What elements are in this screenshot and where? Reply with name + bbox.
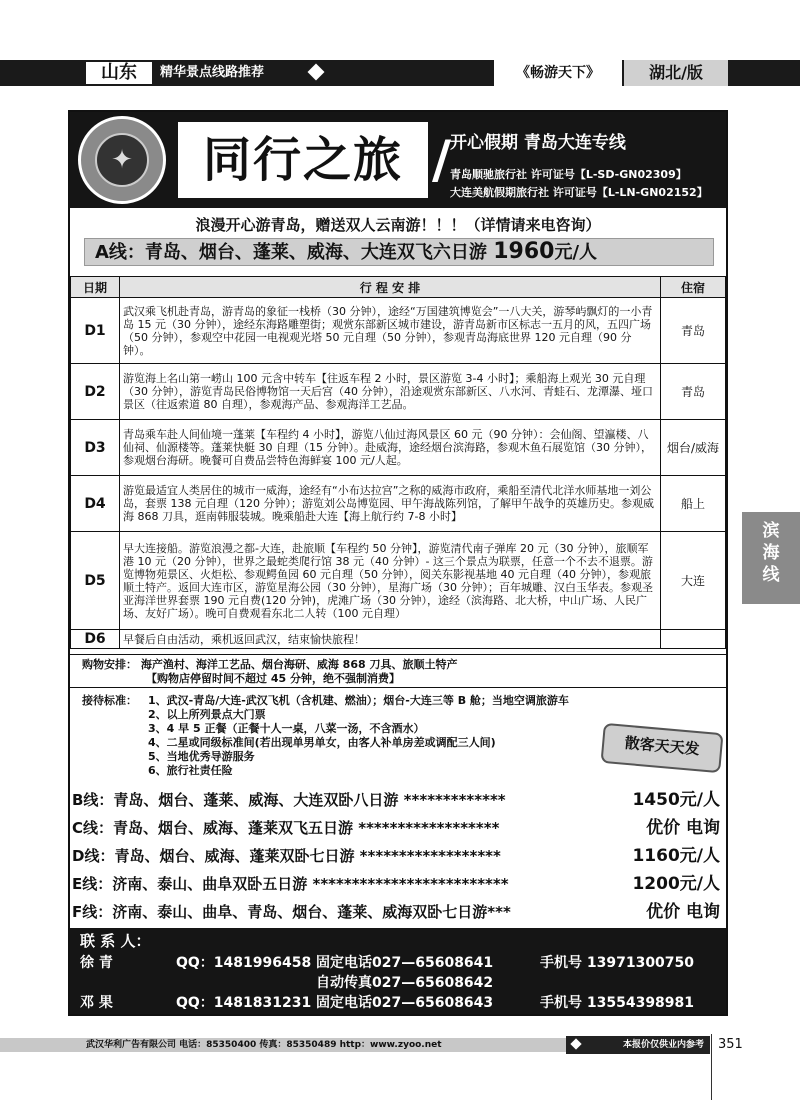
footer-divider <box>711 1034 712 1100</box>
route-price: 1200元/人 <box>632 874 720 894</box>
route-name: D线：青岛、烟台、威海、蓬莱双卧七日游 ****************** <box>72 847 501 865</box>
schedule-cell: 武汉乘飞机赴青岛，游青岛的象征一栈桥（30 分钟），途经“万国建筑博览会”一八大关，游琴屿飘灯的一小青岛 15 元（30 分钟），途经东海路雕塑街；观赏东部新区城市建设，游青岛新市区标志一五月的风，五四广场（50 分钟），参观空中花园一电视观光塔 50 元自理（50 分钟），参观青岛海底世界 120 元自理（90 分钟）。 <box>120 298 661 364</box>
route-line-c <box>72 814 726 842</box>
fax-number: 自动传真027—65608642 <box>316 975 494 991</box>
footer-note: 本报价仅供业内参考 <box>566 1036 710 1054</box>
page-number: 351 <box>718 1037 743 1052</box>
header-column: 《畅游天下》 <box>494 60 622 86</box>
day-cell: D2 <box>71 364 120 420</box>
standard-item: 3、4 早 5 正餐（正餐十人一桌，八菜一汤，不含酒水） <box>148 722 425 735</box>
header-title: 精华景点线路推荐 <box>160 65 265 80</box>
table-row <box>71 630 726 649</box>
route-price: 优价 电询 <box>646 818 720 838</box>
route-price: 1450元/人 <box>632 790 720 810</box>
route-line-e <box>72 870 726 898</box>
contact-1-qq: QQ：1481996458 <box>176 955 312 971</box>
route-line-b <box>72 786 726 814</box>
shopping-label: 购物安排： <box>82 658 137 671</box>
shopping-items: 海产渔村、海洋工艺品、烟台海研、威海 868 刀具、旅顺土特产 <box>140 658 458 671</box>
day-cell: D3 <box>71 420 120 476</box>
contact-title: 联 系 人： <box>80 932 151 950</box>
shopping-note: 【购物店停留时间不超过 45 分钟，绝不强制消费】 <box>146 672 400 685</box>
stay-cell: 烟台/威海 <box>661 420 726 476</box>
company-seal-icon <box>78 116 166 204</box>
page-header <box>0 56 800 88</box>
standard-item: 6、旅行社责任险 <box>148 764 233 777</box>
itinerary-table <box>70 276 726 649</box>
contact-1-phone: 固定电话027—65608641 <box>316 955 494 971</box>
route-name: E线：济南、泰山、曲阜双卧五日游 ************************* <box>72 875 509 893</box>
contact-1-name: 徐 青 <box>80 955 113 971</box>
standard-item: 5、当地优秀导游服务 <box>148 750 255 763</box>
route-name: B线：青岛、烟台、蓬莱、威海、大连双卧八日游 ************* <box>72 791 506 809</box>
standard-item: 4、二星或同级标准间(若出现单男单女，由客人补单房差或调配三人间) <box>148 736 496 749</box>
table-header-row <box>71 277 726 298</box>
table-row <box>71 532 726 630</box>
stay-cell: 青岛 <box>661 298 726 364</box>
route-line-d <box>72 842 726 870</box>
route-price: 1160元/人 <box>632 846 720 866</box>
banner-slogan: 开心假期 青岛大连专线 <box>450 133 626 153</box>
slash-divider: / <box>432 130 451 190</box>
a-line-banner <box>84 238 714 266</box>
day-cell: D5 <box>71 532 120 630</box>
schedule-cell: 游览最适宜人类居住的城市一威海，途经有“小布达拉宫”之称的威海市政府，乘船至清代北洋水师基地一刘公岛，套票 138 元自理（120 分钟）；游览刘公岛博览园、甲午海战陈列馆，了解甲午战争的英雄历史。参观威海 868 刀具，逛南韩服装城。晚乘船赴大连【海上航行约 7-8 小时】 <box>120 476 661 532</box>
promo-text: 浪漫开心游青岛，赠送双人云南游！！！（详情请来电咨询） <box>195 216 601 234</box>
contact-2-mobile: 手机号 13554398981 <box>540 995 695 1011</box>
day-cell: D1 <box>71 298 120 364</box>
table-row <box>71 420 726 476</box>
header-region: 山东 <box>86 62 152 84</box>
stay-cell: 船上 <box>661 476 726 532</box>
header-date: 日期 <box>71 277 120 298</box>
header-schedule: 行 程 安 排 <box>120 277 661 298</box>
table-row <box>71 298 726 364</box>
schedule-cell: 早餐后自由活动，乘机返回武汉，结束愉快旅程！ <box>120 630 661 649</box>
route-name: C线：青岛、烟台、威海、蓬莱双飞五日游 ****************** <box>72 819 500 837</box>
standard-item: 2、以上所列景点大门票 <box>148 708 266 721</box>
contact-2-phone: 固定电话027—65608643 <box>316 995 494 1011</box>
a-line-price: 1960 <box>493 239 555 264</box>
schedule-cell: 游览海上名山第一崂山 100 元含中转车【往返车程 2 小时，景区游览 3-4 小时】；乘船海上观光 30 元自理（30 分钟），游览青岛民俗博物馆一天后宫（40 分钟），沿途观赏东部新区、八水河、青蛙石、龙潭瀑、垭口景区（往返索道 80 自理），参观海产品、参观海洋工艺品。 <box>120 364 661 420</box>
schedule-cell: 早大连接船。游览浪漫之都-大连，赴旅顺【车程约 50 分钟】，游览清代南子弹库 20 元（30 分钟），旅顺军港 10 元（20 分钟），世界之最蛇类爬行馆 38 元（40 分钟）- 这三个景点为联票，任意一个不去不退票。游览博物苑景区、火炬松、参观鳄鱼园 60 元自理（50 分钟），阅关东影视基地 40 元自理（40 分钟），参观旅顺土特产。返回大连市区，游览星海公园（30 分钟），星海广场（30 分钟）；百年城雕、汉白玉华表。参观圣亚海洋世界套票 190 元自费(120 分钟)，虎滩广场（30 分钟），途经（滨海路、北大桥，中山广场、人民广场、友好广场）。晚可自费观看东北二人转（100 元自理） <box>120 532 661 630</box>
agency-license-2: 大连美航假期旅行社 许可证号【L-LN-GN02152】 <box>450 186 708 199</box>
route-line-f <box>72 898 726 926</box>
side-tab-label: 滨海线 <box>762 521 780 585</box>
table-row <box>71 476 726 532</box>
route-name: F线：济南、泰山、曲阜、青岛、烟台、蓬莱、威海双卧七日游*** <box>72 903 511 921</box>
header-stay: 住宿 <box>661 277 726 298</box>
shopping-line <box>82 658 714 672</box>
brand-name: 同行之旅 <box>178 122 428 198</box>
stay-cell: 青岛 <box>661 364 726 420</box>
contact-2-qq: QQ：1481831231 <box>176 995 312 1011</box>
stay-cell <box>661 630 726 649</box>
seal-center-icon: ✦ <box>95 133 149 187</box>
header-province: 湖北/版 <box>624 60 728 86</box>
route-price: 优价 电询 <box>646 902 720 922</box>
day-cell: D6 <box>71 630 120 649</box>
contact-2-name: 邓 果 <box>80 995 113 1011</box>
agency-license-1: 青岛顺驰旅行社 许可证号【L-SD-GN02309】 <box>450 168 687 181</box>
schedule-cell: 青岛乘车赴人间仙境一蓬莱【车程约 4 小时】，游览八仙过海风景区 60 元（90 分钟）：会仙阁、望瀛楼、八仙祠、仙源楼等。蓬莱快艇 30 自理（15 分钟）。赴威海，途经烟台滨海路，参观木鱼石展览馆（30 分钟），参观烟台海研。晚餐可自费品尝特色海鲜宴 100 元/人起。 <box>120 420 661 476</box>
standard-item: 1、武汉-青岛/大连-武汉飞机（含机建、燃油）；烟台-大连三等 B 舱；当地空调旅游车 <box>148 694 569 707</box>
contact-section <box>70 928 726 1014</box>
standards-label: 接待标准： <box>82 694 137 707</box>
contact-1-mobile: 手机号 13971300750 <box>540 955 695 971</box>
daily-departure-stamp: 散客天天发 <box>600 723 723 773</box>
table-row <box>71 364 726 420</box>
side-tab <box>742 512 800 604</box>
shopping-section <box>70 654 726 688</box>
day-cell: D4 <box>71 476 120 532</box>
stay-cell: 大连 <box>661 532 726 630</box>
a-line-unit: 元/人 <box>554 242 598 263</box>
page-footer <box>0 1034 800 1058</box>
a-line-name: A线：青岛、烟台、蓬莱、威海、大连双飞六日游 <box>95 242 487 263</box>
footer-company: 武汉华利广告有限公司 电话：85350400 传真：85350489 http：www.zyoo.net <box>86 1040 442 1050</box>
